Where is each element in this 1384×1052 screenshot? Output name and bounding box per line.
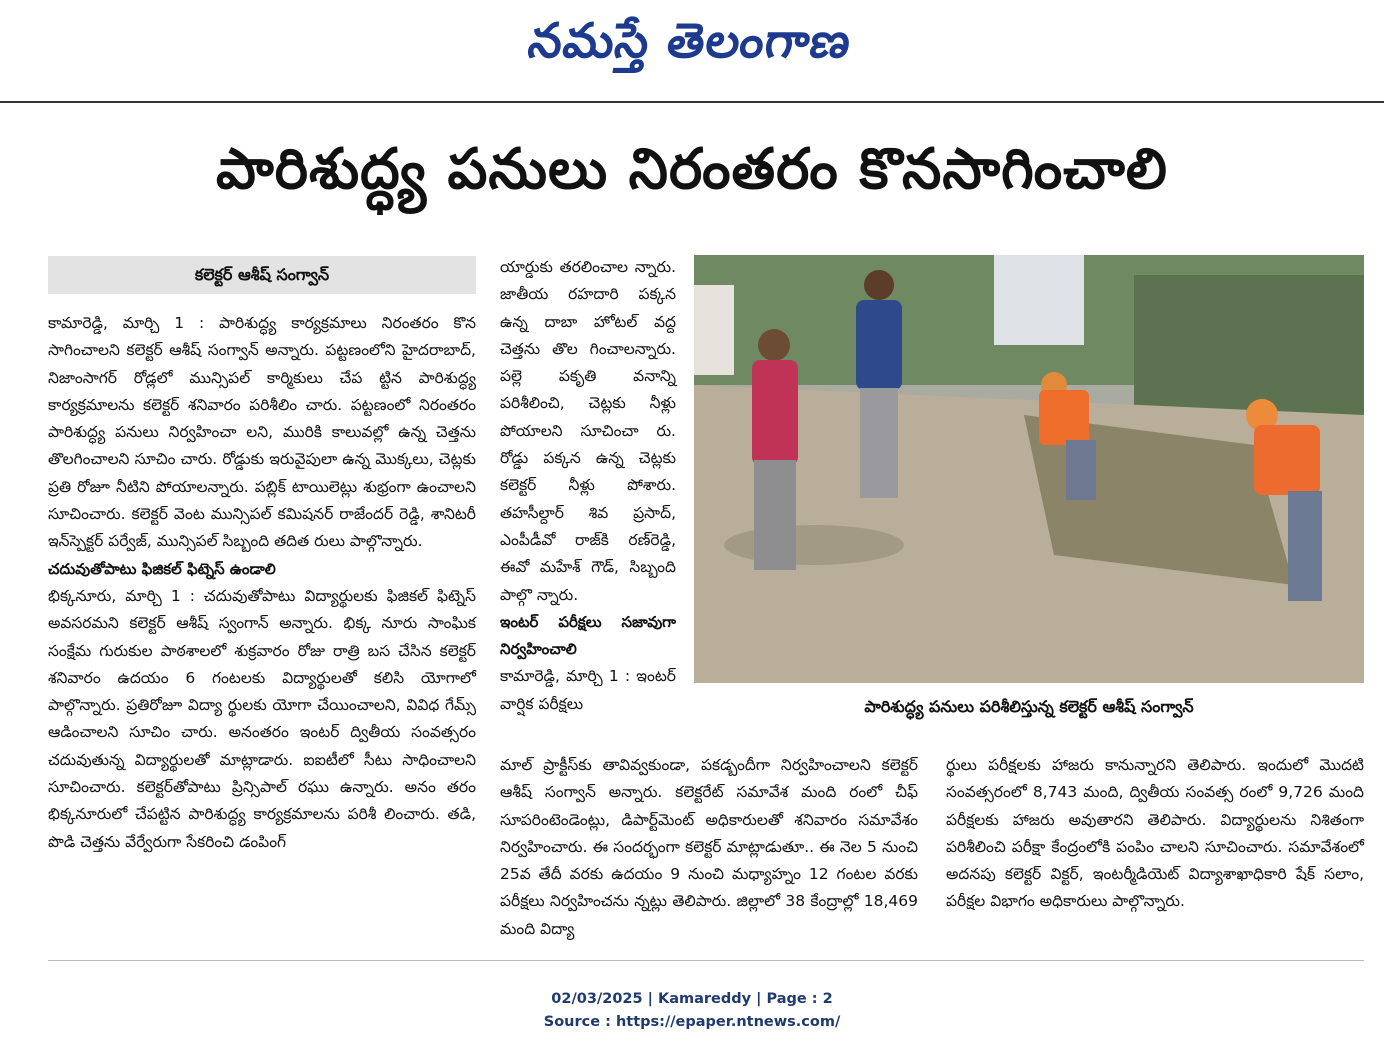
article-column-2-lower xyxy=(500,752,918,943)
newspaper-logo: నమస్తే తెలంగాణ xyxy=(524,13,856,69)
article-paragraph: కామారెడ్డి, మార్చి 1 : పారిశుద్ధ్య కార్యక్రమాలు నిరంతరం కొన సాగించాలని కలెక్టర్ ఆశీష్ సంగ్వాన్ అన్నారు. పట్టణంలోని హైదరాబాద్, నిజాంసాగర్ రోడ్లలో మున్సిపల్ కార్మికులు చేప ట్టిన పారిశుద్ధ్య కార్యక్రమాలను కలెక్టర్ శనివారం పరిశీలిం చారు. పట్టణంలో నిరంతరం పారిశుద్ధ్య పనులు నిర్వహించా లని, మురికి కాలువల్లో ఉన్న చెత్తను తొలగించాలని సూచిం చారు. రోడ్డుకు ఇరువైపులా ఉన్న మొక్కలు, చెట్లకు ప్రతి రోజూ నీటిని పోయాలన్నారు. పబ్లిక్ టాయిలెట్లు శుభ్రంగా ఉంచాలని సూచించారు. కలెక్టర్ వెంట మున్సిపల్ కమిషనర్ రాజేందర్ రెడ్డి, శానిటరీ ఇన్‌స్పెక్టర్ పర్వేజ్, మున్సిపల్ సిబ్బంది తదిత రులు పాల్గొన్నారు. xyxy=(48,314,476,551)
article-paragraph: ర్థులు పరీక్షలకు హాజరు కానున్నారని తెలిపారు. ఇందులో మొదటి సంవత్సరంలో 8,743 మంది, ద్వితీయ సంవత్స రంలో 9,726 మంది పరీక్షలకు హాజరు అవుతారని తెలిపారు. విద్యార్థులను నిశితంగా పరిశీలించి పరీక్షా కేంద్రంలోకి పంపిం చాలని సూచించారు. సమావేశంలో అదనపు కలెక్టర్ విక్టర్, ఇంటర్మీడియెట్ విద్యాశాఖాధికారి షేక్ సలాం, పరీక్షల విభాగం అధికారులు పాల్గొన్నారు. xyxy=(946,756,1364,911)
article-paragraph: మాల్ ప్రాక్టీస్‌కు తావివ్వకుండా, పకడ్బందీగా నిర్వహించాలని కలెక్టర్ ఆశీష్ సంగ్వాన్ అన్నారు. కలెక్టరేట్ సమావేశ మంది రంలో చీఫ్ సూపరింటెండెంట్లు, డిపార్ట్‌మెంట్ అధికారులతో శనివారం సమావేశం నిర్వహించారు. ఈ సందర్భంగా కలెక్టర్ మాట్లాడుతూ.. ఈ నెల 5 నుంచి 25వ తేదీ వరకు ఉదయం 9 నుంచి మధ్యాహ్నం 12 గంటల వరకు పరీక్షలు నిర్వహించను న్నట్లు తెలిపారు. జిల్లాలో 38 కేంద్రాల్లో 18,469 మంది విద్యా xyxy=(500,756,918,938)
photo-caption: పారిశుద్ధ్య పనులు పరిశీలిస్తున్న కలెక్టర్ ఆశీష్ సంగ్వాన్ xyxy=(864,697,1194,716)
byline: కలెక్టర్ ఆశీష్ సంగ్వాన్ xyxy=(48,256,476,294)
news-photo xyxy=(694,255,1364,683)
subheading: ఇంటర్ పరీక్షలు సజావుగా నిర్వహించాలి xyxy=(500,612,676,659)
article-paragraph: యార్డుకు తరలించాల న్నారు. జాతీయ రహదారి పక్కన ఉన్న దాబా హోటల్ వద్ద చెత్తను తొల గించాలన్నారు. పల్లె పకృతి వనాన్ని పరిశీలించి, చెట్లకు నీళ్లు పోయాలని సూచించా రు. రోడ్డు పక్కన ఉన్న చెట్లకు కలెక్టర్ నీళ్లు పోశారు. తహసీల్దార్ శివ ప్రసాద్, ఎంపీడీవో రాజ్‌కి రణ్‌రెడ్డి, ఈవో మహేశ్ గౌడ్, సిబ్బంది పాల్గొ న్నారు. xyxy=(500,258,676,604)
article-headline: పారిశుద్ధ్య పనులు నిరంతరం కొనసాగించాలి xyxy=(216,137,1168,202)
masthead xyxy=(0,0,1384,100)
source-link[interactable]: Source : https://epaper.ntnews.com/ xyxy=(543,1014,841,1030)
subheading: చదువుతోపాటు ఫిజికల్ ఫిట్నెస్ ఉండాలి xyxy=(48,559,276,578)
photo-illustration xyxy=(694,255,1364,683)
article-column-1 xyxy=(48,310,476,856)
article-paragraph: కామారెడ్డి, మార్చి 1 : ఇంటర్ వార్షిక పరీక్షలు xyxy=(500,667,676,713)
page-footer xyxy=(0,988,1384,1034)
article-column-3 xyxy=(946,752,1364,916)
masthead-divider xyxy=(0,101,1384,103)
footer-divider xyxy=(48,960,1364,961)
article-paragraph: భిక్కనూరు, మార్చి 1 : చదువుతోపాటు విద్యార్థులకు ఫిజికల్ ఫిట్నెస్ అవసరమని కలెక్టర్ ఆశీష్ స్వంగాన్ అన్నారు. భిక్క నూరు సాంఘిక సంక్షేమ గురుకుల పాఠశాలలో శుక్రవారం రోజు రాత్రి బస చేసిన కలెక్టర్ శనివారం ఉదయం 6 గంటలకు విద్యార్థులతో కలిసి యోగాలో పాల్గొన్నారు. ప్రతిరోజూ విద్యా ర్థులకు యోగా చేయించాలని, వివిధ గేమ్స్ ఆడించాలని సూచిం చారు. అనంతరం ఇంటర్ ద్వితీయ సంవత్సరం చదువుతున్న విద్యార్థులతో మాట్లాడారు. ఐఐటీలో సీటు సాధించాలని సూచించారు. కలెక్టర్‌తోపాటు ప్రిన్సిపాల్ రఘు ఉన్నారు. అనం తరం భిక్కనూరులో చేపట్టిన పారిశుద్ధ్య కార్యక్రమాలను పరిశీ లించారు. తడి, పొడి చెత్తను వేర్వేరుగా సేకరించి డంపింగ్ xyxy=(48,586,476,851)
edition-info: 02/03/2025 | Kamareddy | Page : 2 xyxy=(551,991,833,1007)
article-column-2 xyxy=(500,254,676,718)
